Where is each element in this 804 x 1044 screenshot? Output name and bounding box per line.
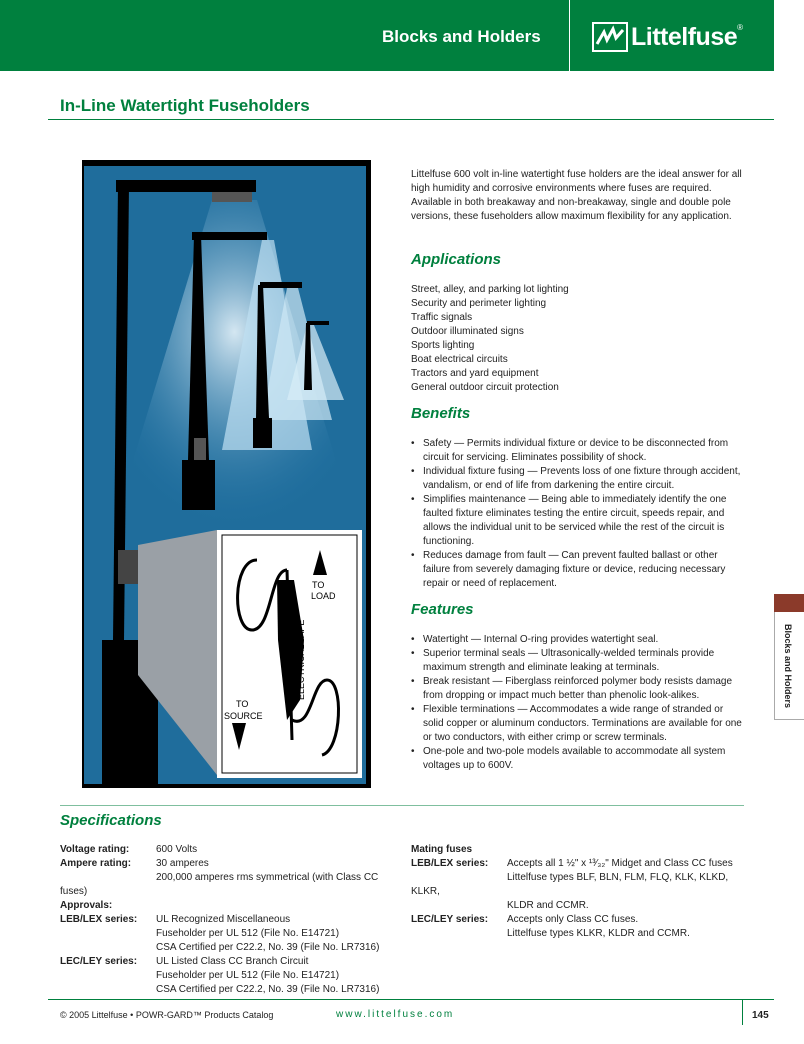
benefits-list [411, 437, 746, 591]
footer-copyright: © 2005 Littelfuse • POWR-GARD™ Products Catalog [60, 1010, 274, 1020]
features-heading: Features [411, 601, 474, 618]
section-title: Blocks and Holders [382, 27, 541, 46]
list-item: Outdoor illuminated signs [411, 326, 524, 337]
lec-line: CSA Certified per C22.2, No. 39 (File No. LR7316) [156, 984, 380, 995]
voltage-label: Voltage rating: [60, 844, 130, 855]
page-number: 145 [752, 1010, 769, 1021]
footer-separator [742, 999, 743, 1025]
brand-registered: ® [737, 22, 744, 32]
ampere-label: Ampere rating: [60, 858, 132, 869]
list-item: Traffic signals [411, 312, 473, 323]
intro-paragraph: Littelfuse 600 volt in-line watertight fuse holders are the ideal answer for all high humidity and corrosive environments where fuses are required. Available in both breakaway and non-breakaway, single and double pole versions, these fuseholders allow maximum flexibility for any application. [411, 169, 742, 222]
mating-lec-label: LEC/LEY series: [411, 914, 489, 925]
lec-line: Fuseholder per UL 512 (File No. E14721) [156, 970, 340, 981]
list-item: • Flexible terminations — Accommodates a wide range of stranded or solid copper or aluminum conductors. Terminations are available for one or two conductors, with either crimp or screw terminals. [411, 703, 746, 745]
ampere-value: 30 amperes [156, 858, 209, 869]
interrupt-rating: 200,000 amperes rms symmetrical (with Class CC fuses) [60, 872, 379, 897]
mating-leb-line: KLDR and CCMR. [507, 900, 589, 911]
list-item: Sports lighting [411, 340, 475, 351]
list-item: • Watertight — Internal O-ring provides watertight seal. [411, 633, 746, 647]
page-title: In-Line Watertight Fuseholders [60, 96, 310, 115]
lec-line: UL Listed Class CC Branch Circuit [156, 956, 309, 967]
to-load-label: TO [312, 580, 325, 590]
specifications-right [411, 843, 751, 941]
mating-leb-label: LEB/LEX series: [411, 858, 489, 869]
leb-line: Fuseholder per UL 512 (File No. E14721) [156, 928, 340, 939]
list-item: • Superior terminal seals — Ultrasonically-welded terminals provide maximum strength and eliminate leaking at terminals. [411, 647, 746, 675]
footer-url-link[interactable]: www.littelfuse.com [336, 1009, 455, 1020]
list-item: Security and perimeter lighting [411, 298, 547, 309]
list-item: • Individual fixture fusing — Prevents loss of one fixture through accident, vandalism, or end of life from darkening the entire circuit. [411, 465, 746, 493]
benefits-heading: Benefits [411, 405, 471, 422]
features-list [411, 633, 746, 773]
mating-leb-line: Littelfuse types BLF, BLN, FLM, FLQ, KLK, KLKD, KLKR, [411, 872, 729, 897]
list-item: Boat electrical circuits [411, 354, 508, 365]
mating-label: Mating fuses [411, 844, 473, 855]
streetlight-illustration [82, 160, 371, 788]
brand-name: Littelfuse [631, 22, 738, 51]
applications-list [411, 283, 569, 395]
mating-lec-line: Accepts only Class CC fuses. [507, 914, 639, 925]
brand-logo [592, 20, 743, 54]
list-item: General outdoor circuit protection [411, 382, 559, 393]
specifications-heading: Specifications [60, 812, 162, 829]
list-item: • Safety — Permits individual fixture or device to be disconnected from circuit for servicing. Eliminates possibility of shock. [411, 437, 746, 465]
list-item: Tractors and yard equipment [411, 368, 539, 379]
leb-line: CSA Certified per C22.2, No. 39 (File No. LR7316) [156, 942, 380, 953]
list-item: • Break resistant — Fiberglass reinforced polymer body resists damage from dropping or impact much better than phenolic look-alikes. [411, 675, 746, 703]
to-source-label-2: SOURCE [224, 711, 263, 721]
specifications-divider [60, 805, 744, 806]
applications-heading: Applications [411, 251, 502, 268]
specifications-left [60, 843, 400, 997]
mating-lec-line: Littelfuse types KLKR, KLDR and CCMR. [507, 928, 690, 939]
lec-label: LEC/LEY series: [60, 956, 138, 967]
leb-line: UL Recognized Miscellaneous [156, 914, 291, 925]
to-load-label-2: LOAD [311, 591, 336, 601]
mating-leb-line: Accepts all 1 ½" x ¹³⁄₃₂" Midget and Class CC fuses [507, 858, 733, 869]
approvals-label: Approvals: [60, 900, 113, 911]
list-item: Street, alley, and parking lot lighting [411, 284, 569, 295]
side-tab-label: Blocks and Holders [783, 624, 793, 709]
list-item: • Simplifies maintenance — Being able to immediately identify the one faulted fixture eliminates testing the entire circuit, speeds repair, and allows the individual unit to be serviced while the rest of the circuit is functioning. [411, 493, 746, 549]
title-divider [48, 119, 774, 120]
electrical-tape-label: ELECTRICAL TAPE [296, 619, 306, 700]
header-divider [569, 0, 570, 71]
to-source-label: TO [236, 699, 249, 709]
footer-divider [48, 999, 774, 1000]
side-tab-marker [774, 594, 804, 612]
leb-label: LEB/LEX series: [60, 914, 138, 925]
voltage-value: 600 Volts [156, 844, 198, 855]
list-item: • One-pole and two-pole models available to accommodate all system voltages up to 600V. [411, 745, 746, 773]
list-item: • Reduces damage from fault — Can prevent faulted ballast or other failure from severely damaging fixture or device, reducing necessary repair or need of replacement. [411, 549, 746, 591]
logo-mark-icon [592, 22, 628, 52]
